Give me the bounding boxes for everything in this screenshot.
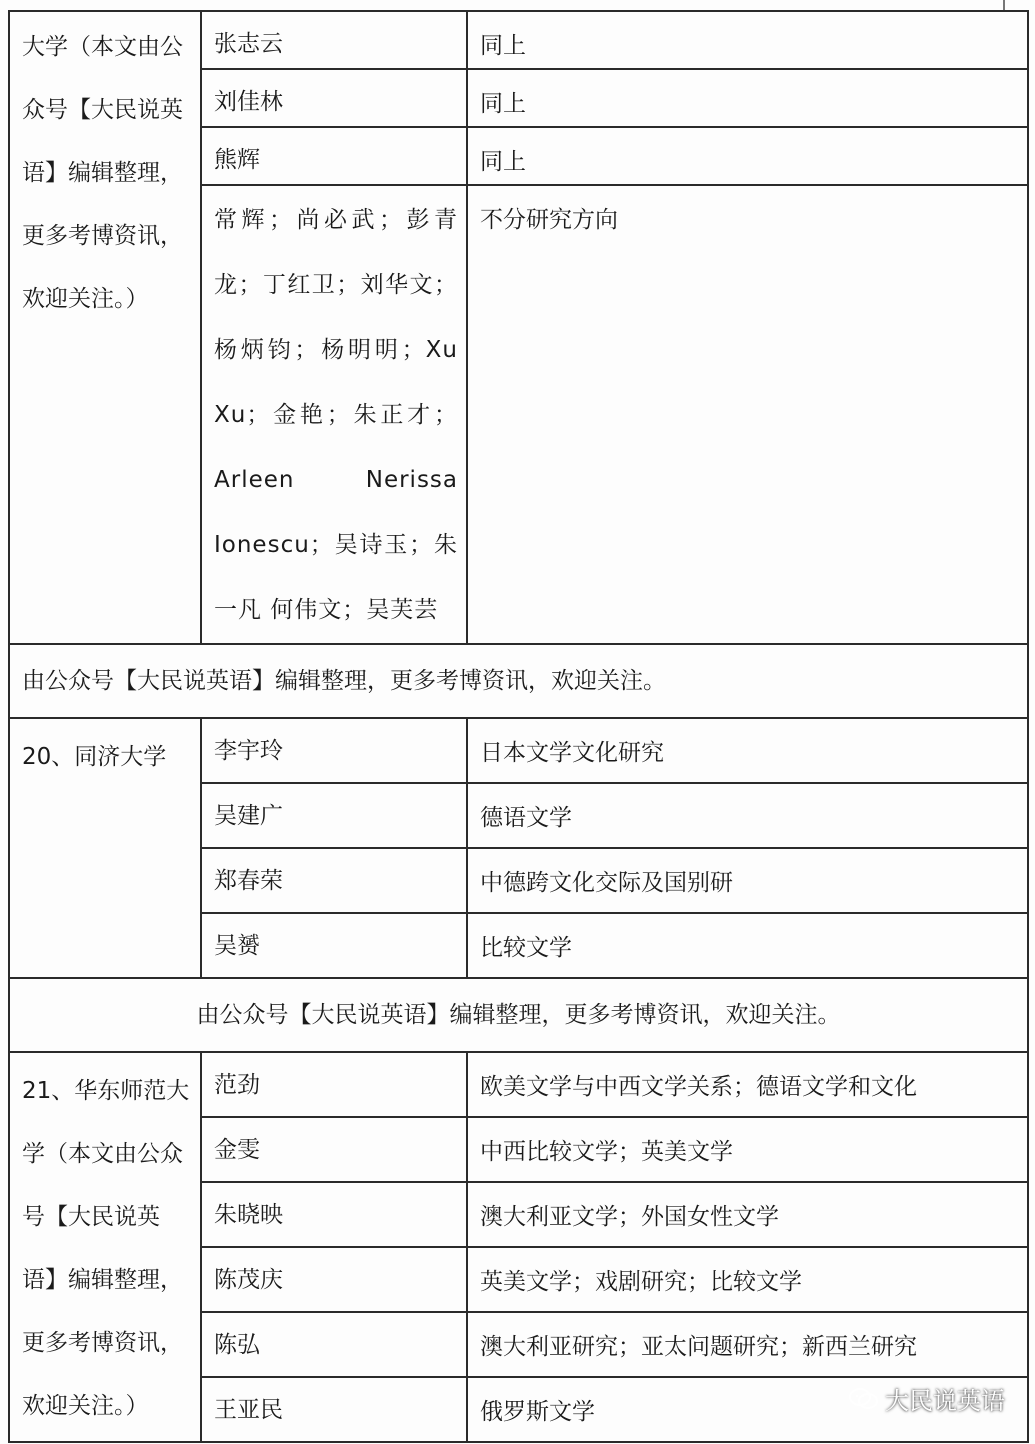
university-cell: 20、同济大学 <box>9 718 201 978</box>
wechat-icon <box>849 1388 879 1410</box>
supervisor-table <box>8 10 1029 1443</box>
research-area: 英美文学；戏剧研究；比较文学 <box>467 1247 1028 1312</box>
supervisor-name: 张志云 <box>201 11 467 69</box>
research-area: 不分研究方向 <box>467 185 1028 644</box>
supervisor-name: 陈弘 <box>201 1312 467 1377</box>
supervisor-name: 朱晓映 <box>201 1182 467 1247</box>
research-area: 中西比较文学；英美文学 <box>467 1117 1028 1182</box>
note-row <box>9 644 1028 718</box>
research-area: 同上 <box>467 69 1028 127</box>
supervisor-name: 吴赟 <box>201 913 467 978</box>
supervisor-name: 陈茂庆 <box>201 1247 467 1312</box>
note-text: 由公众号【大民说英语】编辑整理，更多考博资讯，欢迎关注。 <box>9 978 1028 1052</box>
supervisor-name: 金雯 <box>201 1117 467 1182</box>
supervisor-name: 李宇玲 <box>201 718 467 783</box>
supervisor-name: 刘佳林 <box>201 69 467 127</box>
table-row <box>9 718 1028 783</box>
research-area: 同上 <box>467 11 1028 69</box>
research-area: 日本文学文化研究 <box>467 718 1028 783</box>
university-cell: 21、华东师范大学（本文由公众号【大民说英语】编辑整理，更多考博资讯，欢迎关注。） <box>9 1052 201 1442</box>
supervisor-name: 范劲 <box>201 1052 467 1117</box>
research-area: 同上 <box>467 127 1028 185</box>
research-area: 欧美文学与中西文学关系；德语文学和文化 <box>467 1052 1028 1117</box>
supervisor-name: 郑春荣 <box>201 848 467 913</box>
watermark-text: 大民说英语 <box>885 1387 1005 1415</box>
research-area: 俄罗斯文学 <box>467 1377 1028 1442</box>
table-row <box>9 1052 1028 1117</box>
research-area: 德语文学 <box>467 783 1028 848</box>
table-row <box>9 11 1028 69</box>
research-area: 比较文学 <box>467 913 1028 978</box>
note-text: 由公众号【大民说英语】编辑整理，更多考博资讯，欢迎关注。 <box>9 644 1028 718</box>
supervisor-name: 熊辉 <box>201 127 467 185</box>
research-area: 澳大利亚研究；亚太问题研究；新西兰研究 <box>467 1312 1028 1377</box>
watermark <box>849 1381 1005 1416</box>
research-area: 澳大利亚文学；外国女性文学 <box>467 1182 1028 1247</box>
university-cell: 大学（本文由公众号【大民说英语】编辑整理，更多考博资讯，欢迎关注。） <box>9 11 201 644</box>
supervisor-names-list: 常辉；尚必武；彭青龙；丁红卫；刘华文；杨炳钧；杨明明；Xu Xu；金艳；朱正才；Arleen Nerissa Ionescu；吴诗玉；朱一凡 何伟文；吴芙芸 <box>201 185 467 644</box>
supervisor-name: 王亚民 <box>201 1377 467 1442</box>
supervisor-name: 吴建广 <box>201 783 467 848</box>
research-area: 中德跨文化交际及国别研 <box>467 848 1028 913</box>
note-row <box>9 978 1028 1052</box>
